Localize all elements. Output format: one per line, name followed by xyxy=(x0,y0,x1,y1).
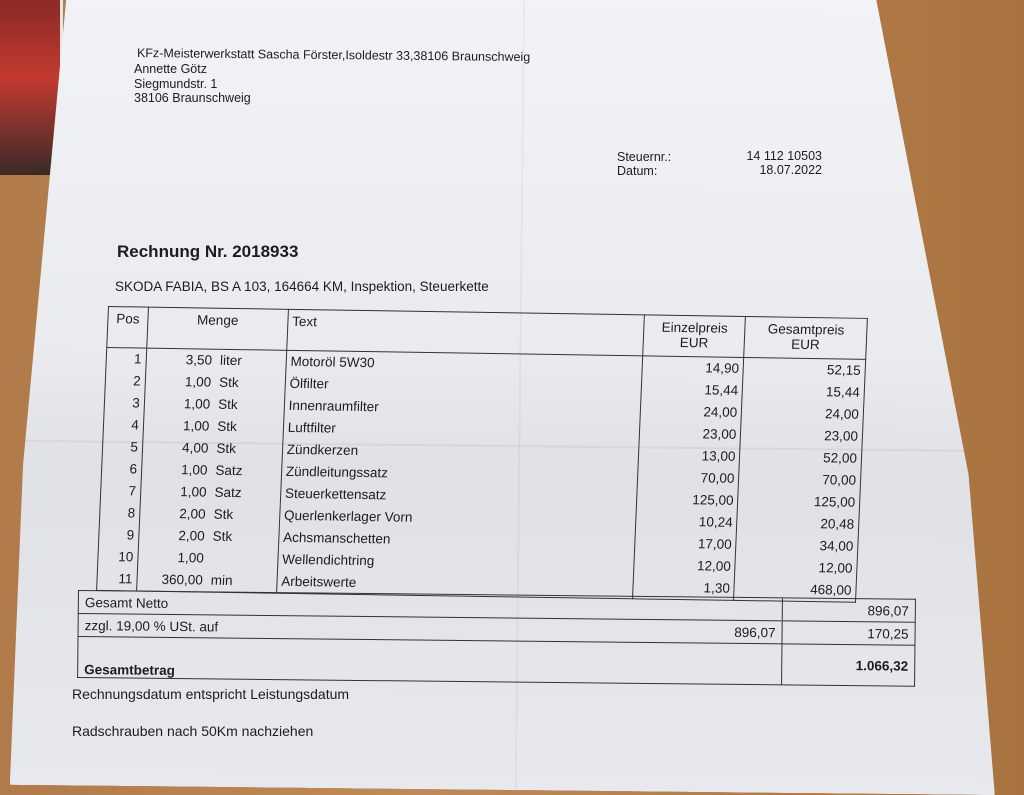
item-pos: 3 xyxy=(104,392,145,415)
item-pos: 1 xyxy=(106,347,147,370)
item-total: 52,15 xyxy=(743,357,866,381)
vat-value: 170,25 xyxy=(782,621,915,645)
item-qty: 2,00 xyxy=(138,525,209,548)
item-unit: Stk xyxy=(213,416,284,439)
item-unit: Stk xyxy=(209,504,280,527)
item-text: Wellendichtring xyxy=(277,549,634,577)
item-total: 24,00 xyxy=(741,402,864,426)
item-unit-price: 14,90 xyxy=(642,356,744,380)
date-value: 18.07.2022 xyxy=(759,163,822,177)
item-pos: 10 xyxy=(98,546,139,569)
item-unit-price: 10,24 xyxy=(636,510,738,534)
item-qty: 1,00 xyxy=(144,393,215,416)
item-total: 15,44 xyxy=(742,380,865,404)
item-unit: Satz xyxy=(211,460,282,483)
header-text: Text xyxy=(287,309,645,356)
item-unit xyxy=(207,548,278,571)
item-unit-price: 15,44 xyxy=(641,378,743,402)
item-total: 468,00 xyxy=(734,578,857,602)
net-total-label: Gesamt Netto xyxy=(78,591,782,621)
item-qty: 3,50 xyxy=(146,348,217,372)
item-text: Querlenkerlager Vorn xyxy=(279,505,636,533)
item-unit-price: 70,00 xyxy=(637,466,739,490)
item-qty: 1,00 xyxy=(143,415,214,438)
item-text: Achsmanschetten xyxy=(278,527,635,555)
item-text: Arbeitswerte xyxy=(276,571,633,599)
date-label: Datum: xyxy=(617,164,658,178)
item-pos: 9 xyxy=(98,524,139,547)
note-wheel-bolts: Radschrauben nach 50Km nachziehen xyxy=(72,723,314,739)
item-text: Steuerkettensatz xyxy=(280,483,637,511)
recipient-street: Siegmundstr. 1 xyxy=(134,77,218,91)
item-pos: 11 xyxy=(97,568,138,591)
item-pos: 7 xyxy=(100,480,141,503)
item-qty: 2,00 xyxy=(139,503,210,526)
item-pos: 2 xyxy=(105,370,146,393)
header-unit-price-currency: EUR xyxy=(679,334,709,351)
grand-total-label: Gesamtbetrag xyxy=(78,637,782,685)
item-unit: liter xyxy=(216,349,287,373)
header-qty: Menge xyxy=(147,307,289,350)
item-qty: 1,00 xyxy=(140,481,211,504)
header-unit-price-label: Einzelpreis xyxy=(661,319,729,336)
item-unit: Stk xyxy=(212,438,283,461)
tax-number-value: 14 112 10503 xyxy=(746,149,822,163)
item-total: 70,00 xyxy=(739,468,862,492)
item-text: Innenraumfilter xyxy=(284,395,641,423)
item-total: 12,00 xyxy=(735,556,858,580)
invoice-title: Rechnung Nr. 2018933 xyxy=(117,242,299,261)
item-text: Zündleitungssatz xyxy=(281,461,638,489)
item-text: Luftfilter xyxy=(283,417,640,445)
invoice-items-table xyxy=(96,306,868,603)
item-unit: Satz xyxy=(210,482,281,505)
item-unit: Stk xyxy=(214,394,285,417)
item-unit-price: 23,00 xyxy=(639,422,741,446)
item-pos: 6 xyxy=(101,458,142,481)
item-unit-price: 24,00 xyxy=(640,400,742,424)
item-unit-price: 17,00 xyxy=(635,532,737,556)
item-pos: 8 xyxy=(99,502,140,525)
totals-table xyxy=(77,590,916,687)
item-text: Zündkerzen xyxy=(282,439,639,467)
item-text: Motoröl 5W30 xyxy=(286,350,643,378)
tax-number-label: Steuernr.: xyxy=(617,150,672,164)
item-unit-price: 13,00 xyxy=(638,444,740,468)
vat-label: zzgl. 19,00 % USt. auf xyxy=(78,614,650,643)
net-total-value: 896,07 xyxy=(782,598,915,622)
vat-base: 896,07 xyxy=(649,619,782,643)
item-qty: 1,00 xyxy=(137,547,208,570)
item-qty: 1,00 xyxy=(141,459,212,482)
item-unit: Stk xyxy=(208,526,279,549)
item-qty: 360,00 xyxy=(136,568,207,592)
item-total: 23,00 xyxy=(740,424,863,448)
item-unit: Stk xyxy=(215,372,286,395)
item-text: Ölfilter xyxy=(285,373,642,401)
header-unit-price xyxy=(643,315,746,358)
sender-line: KFz-Meisterwerkstatt Sascha Förster,Isoldestr 33,38106 Braunschweig xyxy=(136,46,531,65)
item-total: 52,00 xyxy=(739,446,862,470)
header-total-price-label: Gesamtpreis xyxy=(767,321,845,338)
item-total: 125,00 xyxy=(738,490,861,514)
recipient-city: 38106 Braunschweig xyxy=(134,91,251,105)
item-qty: 1,00 xyxy=(145,371,216,394)
item-pos: 4 xyxy=(103,414,144,437)
item-qty: 4,00 xyxy=(142,437,213,460)
item-total: 34,00 xyxy=(736,534,859,558)
item-unit-price: 125,00 xyxy=(636,488,738,512)
grand-total-row xyxy=(78,637,915,687)
header-total-price-currency: EUR xyxy=(790,336,821,353)
item-unit-price: 1,30 xyxy=(633,576,735,600)
item-pos: 5 xyxy=(102,436,143,459)
note-invoice-date: Rechnungsdatum entspricht Leistungsdatum xyxy=(72,686,350,702)
header-pos: Pos xyxy=(107,307,149,349)
recipient-name: Annette Götz xyxy=(134,62,207,76)
header-total-price xyxy=(744,317,867,360)
item-unit-price: 12,00 xyxy=(634,554,736,578)
item-unit: min xyxy=(206,570,277,594)
vehicle-line: SKODA FABIA, BS A 103, 164664 KM, Inspektion, Steuerkette xyxy=(115,279,489,294)
item-total: 20,48 xyxy=(737,512,860,536)
grand-total-value: 1.066,32 xyxy=(782,644,915,686)
